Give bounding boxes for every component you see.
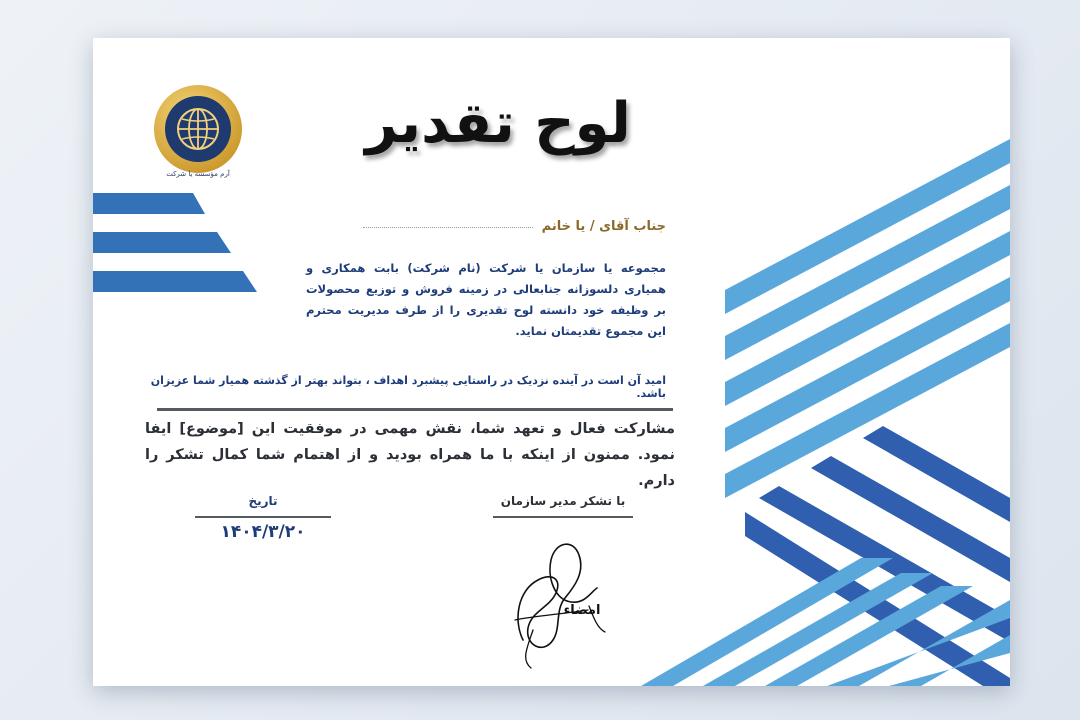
signature-caption: امضاء [563, 603, 601, 618]
left-stripe-3 [93, 271, 257, 292]
body-paragraph: مجموعه یا سازمان یا شرکت (نام شرکت) بابت همکاری و همیاری دلسوزانه جنابعالی در زمینه فروش و توزیع محصولات بر وظیفه خود دانسته لوح تقدیری را از طرف مدیریت محترم این مجموع تقدیمتان نماید. [306, 261, 666, 338]
left-stripe-1 [93, 193, 205, 214]
hope-text: امید آن است در آینده نزدیک در راستایی پیشبرد اهداف ، بتواند بهتر از گذشته همیار شما عزیزان باشد. [150, 374, 666, 400]
date-label: تاریخ [248, 494, 278, 508]
participation-text: مشارکت فعال و تعهد شما، نقش مهمی در موفقیت این [موضوع] ایفا نمود. ممنون از اینکه با ما همراه بودید و از اهتمام شما کمال تشکر را دارم. [145, 421, 675, 489]
date-line [195, 516, 331, 518]
certificate-title: لوح تقدیر [365, 91, 631, 156]
signature-label: با تشکر مدیر سازمان [500, 494, 626, 508]
recipient-label: جناب آقای / یا خانم [541, 219, 666, 234]
left-stripe-2 [93, 232, 231, 253]
logo-caption: آرم مؤسسه یا شرکت [166, 170, 230, 178]
signature-line [493, 516, 633, 518]
certificate-paper [93, 38, 1010, 686]
recipient-line [306, 219, 666, 234]
handwritten-signature [493, 520, 623, 670]
date-value: ۱۴۰۴/۳/۲۰ [220, 522, 306, 542]
recipient-dotted-line [363, 227, 533, 228]
divider [157, 408, 673, 411]
globe-icon [153, 84, 243, 174]
